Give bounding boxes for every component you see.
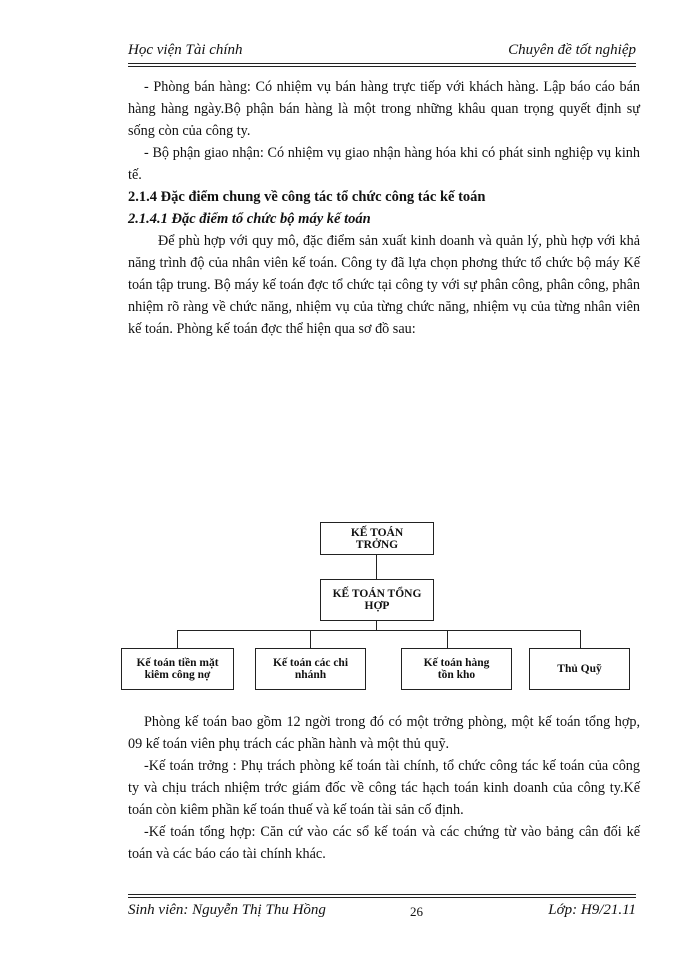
footer-student: Sinh viên: Nguyễn Thị Thu Hồng [128, 902, 326, 918]
chart-box-chief-line1: KẾ TOÁN [350, 526, 404, 539]
paragraph-delivery: - Bộ phận giao nhận: Có nhiệm vụ giao nhận hàng hóa khi có phát sinh nghiệp vụ kinh tế. [128, 145, 640, 183]
body-lower [128, 711, 640, 865]
footer-rule [128, 894, 636, 895]
chart-box-inventory [401, 648, 512, 690]
chart-box-chief-line2: TRỞNG [355, 538, 399, 551]
chart-box-cash-line2: kiêm công nợ [144, 669, 211, 681]
chart-connector-mid [376, 621, 377, 630]
header-institution: Học viện Tài chính [128, 42, 243, 58]
chart-box-branches [255, 648, 366, 690]
paragraph-staff: Phòng kế toán bao gồm 12 ngời trong đó có một trởng phòng, một kế toán tổng hợp, 09 kế toán viên phụ trách các phần hành và một thủ quỹ. [128, 714, 640, 752]
section-heading: 2.1.4 Đặc điểm chung về công tác tổ chức công tác kế toán [128, 189, 486, 205]
body-upper [128, 76, 640, 340]
chart-box-treasurer-line1: Thủ Quỹ [557, 663, 602, 675]
chart-box-chief-accountant [320, 522, 434, 555]
chart-box-cash-line1: Kế toán tiền mặt [136, 657, 219, 669]
chart-box-treasurer [529, 648, 630, 690]
page-number: 26 [410, 904, 423, 919]
chart-box-general-line2: HỢP [364, 600, 390, 612]
chart-box-branches-line1: Kế toán các chi [272, 657, 349, 669]
chart-box-cash-receivables [121, 648, 234, 690]
chart-box-general-accountant [320, 579, 434, 621]
chart-drop-2 [310, 630, 311, 648]
chart-box-inventory-line2: tồn kho [437, 669, 476, 681]
page-header [128, 40, 636, 62]
paragraph-general-accountant: -Kế toán tổng hợp: Căn cứ vào các sổ kế toán và các chứng từ vào bảng cân đối kế toán và các báo cáo tài chính khác. [128, 824, 640, 862]
chart-horizontal-bar [177, 630, 580, 631]
paragraph-sales: - Phòng bán hàng: Có nhiệm vụ bán hàng trực tiếp với khách hàng. Lập báo cáo bán hàng hàng ngày.Bộ phận bán hàng là một trong những khâu quan trọng quyết định sự sống còn của công ty. [128, 79, 640, 139]
chart-box-general-line1: KẾ TOÁN TỔNG [332, 588, 422, 600]
header-document-type: Chuyên đề tốt nghiệp [508, 42, 636, 58]
chart-box-inventory-line1: Kế toán hàng [423, 657, 490, 669]
chart-drop-1 [177, 630, 178, 648]
chart-box-branches-line2: nhánh [294, 669, 327, 681]
subsection-heading: 2.1.4.1 Đặc điểm tổ chức bộ máy kế toán [128, 211, 371, 227]
header-rule [128, 63, 636, 64]
chart-drop-4 [580, 630, 581, 648]
header-rule-2 [128, 66, 636, 67]
paragraph-intro: Để phù hợp với quy mô, đặc điểm sản xuất kinh doanh và quản lý, phù hợp với khả năng trình độ của nhân viên kế toán. Công ty đã lựa chọn phơng thức tổ chức bộ máy Kế toán tập trung. Bộ máy kế toán đợc tổ chức tại công ty với sự phân công, phân công, phân nhiệm rõ ràng về chức năng, nhiệm vụ của từng chức năng, nhiệm vụ của từng nhân viên kế toán. Phòng kế toán đợc thể hiện qua sơ đồ sau: [128, 233, 640, 337]
footer-class: Lớp: H9/21.11 [548, 902, 636, 918]
chart-connector-top [376, 555, 377, 579]
footer-rule-2 [128, 897, 636, 898]
chart-drop-3 [447, 630, 448, 648]
paragraph-chief-accountant: -Kế toán trởng : Phụ trách phòng kế toán tài chính, tổ chức công tác kế toán của công ty và chịu trách nhiệm trớc giám đốc về công tác hạch toán kinh doanh của công ty.Kế toán còn kiêm phần kế toán thuế và kế toán tài sản cố định. [128, 758, 640, 818]
